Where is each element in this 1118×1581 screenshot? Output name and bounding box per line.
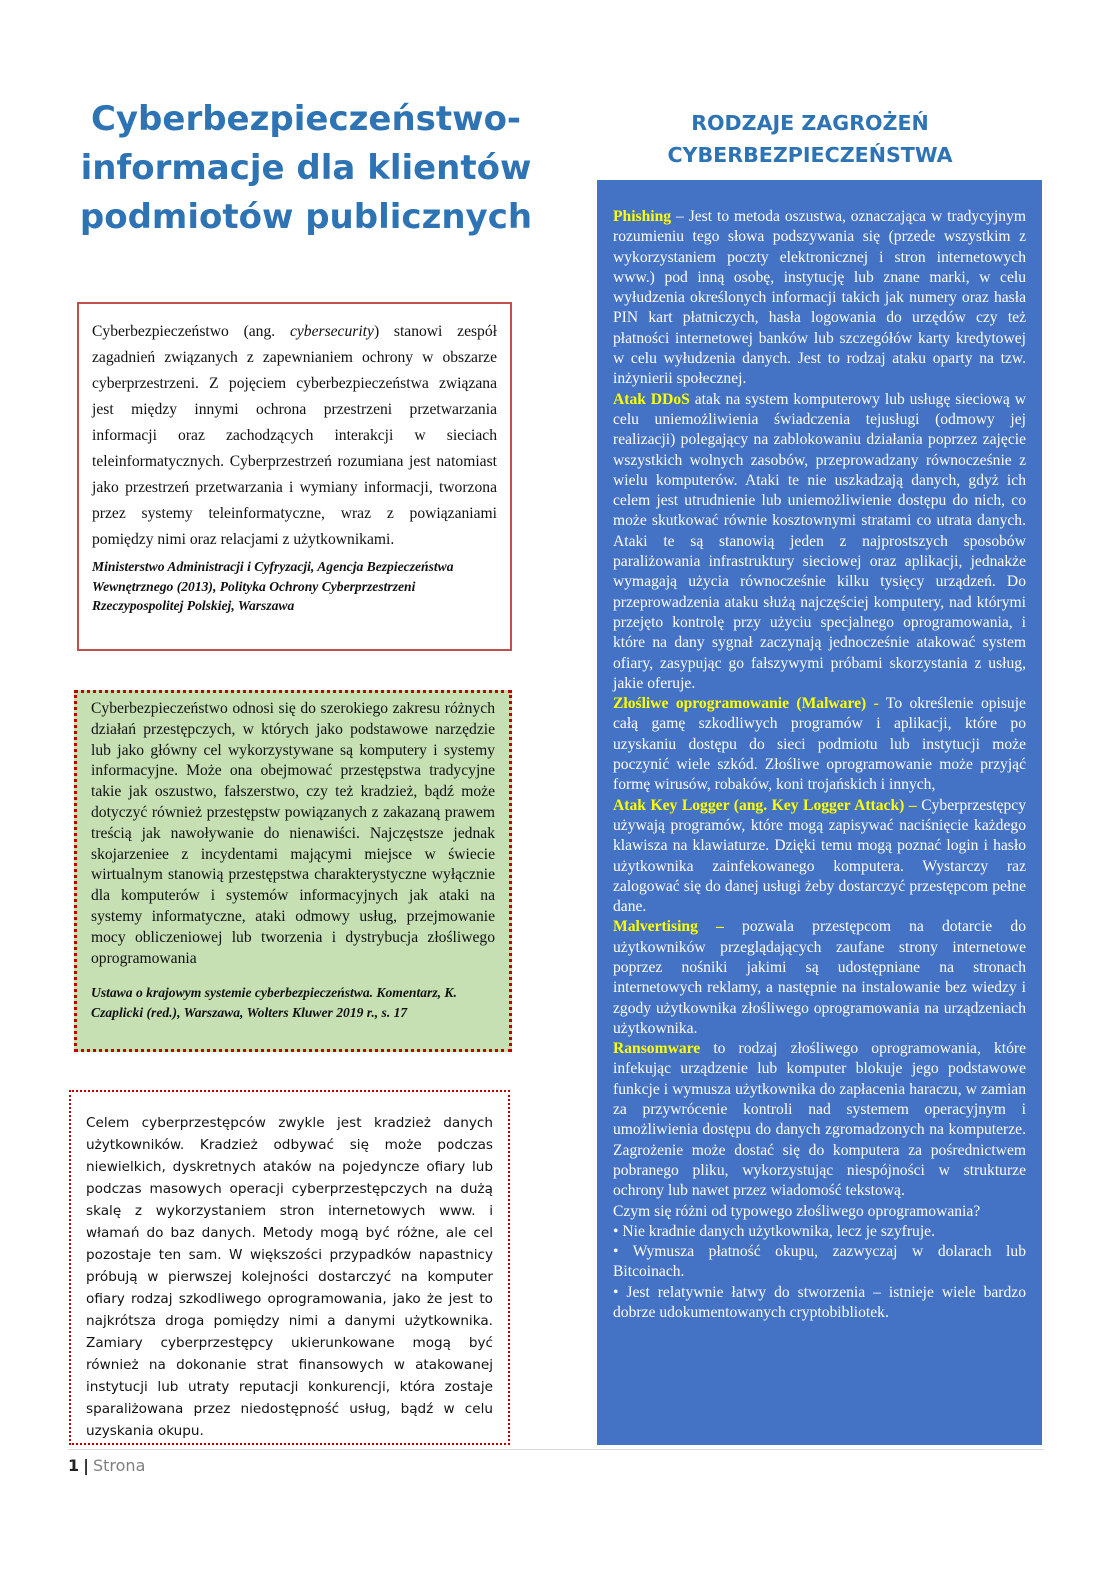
threats-heading [600,107,1020,171]
threat-term: Atak Key Logger (ang. Key Logger Attack) – [613,796,917,814]
threat-malware: Złośliwe oprogramowanie (Malware) - To określenie opisuje całą gamę szkodliwych programów i aplikacji, które po uzyskaniu dostępu do sieci podmiotu lub instytucji może poczynić wiele szkód. Złośliwe oprogramowanie może przyjąć formę wirusów, robaków, koni trojańskich i innych, [613,695,1026,794]
definition-text: Cyberbezpieczeństwo (ang. cybersecurity) stanowi zespół zagadnień związanych z zapewnianiem ochrony w obszarze cyberprzestrzeni. Z pojęciem cyberbezpieczeństwa związana jest między innymi ochrona przestrzeni przetwarzania informacji oraz zachodzących interakcji w sieciach teleinformatycznych. Cyberprzestrzeń rozumiana jest natomiast jako przestrzeń przetwarzania i wymiany informacji, tworzona przez systemy teleinformatyczne, wraz z powiązaniami pomiędzy nimi oraz relacjami z użytkownikami. [92,323,497,548]
title-line-2: informacje dla klientów [80,148,532,188]
threat-malvertising: Malvertising – pozwala przestępcom na dotarcie do użytkowników przeglądających zaufane strony internetowe poprzez nośniki jakimi są udostępniane na stronach internetowych reklamy, a następnie na instalowanie bez wiedzy i zgody użytkownika złośliwego oprogramowania na urządzeniach użytkownika. [613,918,1026,1037]
threat-term: Malvertising – [613,918,724,936]
footer-separator: | [83,1456,89,1475]
title-line-3: podmiotów publicznych [79,197,533,237]
threats-heading-line-1: RODZAJE ZAGROŻEŃ [691,111,929,135]
threat-phishing: Phishing – Jest to metoda oszustwa, oznaczająca w tradycyjnym rozumieniu tego słowa podszywania się (przede wszystkim z wykorzystaniem poczty elektronicznej i stron internetowych www.) pod inną osobę, instytucję lub znane marki, w celu wyłudzenia określonych informacji takich jak numery oraz hasła PIN kart płatniczych, hasła logowania do urzędów czy też płatności internetowej banków lub szczegółów karty kredytowej w celu wyłudzenia danych. Jest to rodzaj ataku oparty na tzw. inżynierii społecznej. [613,208,1026,388]
page-title [78,95,534,242]
threat-ransomware: Ransomware to rodzaj złośliwego oprogramowania, które infekując urządzenie lub komputer blokuje jego podstawowe funkcje i wymusza użytkownika do zapłacenia haraczu, w zamian za przywrócenie kontroli nad systemem operacyjnym i umożliwienia dostępu do danych zgromadzonych na komputerze. Zagrożenie może dostać się do komputera za pośrednictwem pobranego pliku, wykorzystując niespójności w strukturze ochrony lub nawet przez wiadomość tekstową. [613,1040,1026,1200]
threats-heading-line-2: CYBERBEZPIECZEŃSTWA [667,143,953,167]
scope-box [74,690,512,1052]
definition-box [77,302,512,651]
ransomware-question: Czym się różni od typowego złośliwego oprogramowania? [613,1202,981,1220]
scope-text: Cyberbezpieczeństwo odnosi się do szerokiego zakresu różnych działań przestępczych, w których jako podstawowe narzędzie lub jako główny cel wykorzystywane są komputery i systemy informacyjne. Może ona obejmować przestępstwa tradycyjne takie jak oszustwo, fałszerstwo, czy też kradzież, bądź może dotyczyć również przestępstw powiązanych z zakazaną prawem treścią jak nawoływanie do nienawiści. Najczęstsze jednak skojarzeniee z incydentami mającymi miejsce w świecie wirtualnym stanowią przestępstwa charakterystyczne wyłącznie dla komputerów i systemów informacyjnych jak ataki na systemy informatyczne, ataki odmowy usług, przejmowanie mocy obliczeniowej lub tworzenia i dystrybucja złośliwego oprogramowania [91,700,495,967]
threats-panel [597,180,1042,1445]
threat-ddos: Atak DDoS atak na system komputerowy lub usługę sieciową w celu uniemożliwienia świadczenia tejusługi (odmowy jej realizacji) polegający na zablokowaniu działania poprzez zajęcie wszystkich wolnych zasobów, przeprowadzany równocześnie z wielu komputerów. Ataki te nie uszkadzają danych, gdyż ich celem jest utrudnienie lub uniemożliwienie dostępu do nich, co może skutkować równie kosztownymi stratami co utrata danych. Ataki te są stanowią jeden z najprostszych sposobów paraliżowania infrastruktury sieciowej oraz aplikacji, jednakże wymagają użycia równocześnie kilku tysięcy urządzeń. Do przeprowadzenia ataku służą najczęściej komputery, nad którymi przejęto kontrolę przy użyciu specjalnego oprogramowania, i które na dany sygnał zaczynają jednocześnie atakować system ofiary, zasypując go fałszywymi próbami skorzystania z usług, jakie oferuje. [613,390,1026,692]
bullet-item: • Nie kradnie danych użytkownika, lecz je szyfruje. [613,1222,935,1240]
page-number: 1 [68,1456,80,1475]
threat-keylogger: Atak Key Logger (ang. Key Logger Attack) – Cyberprzestępcy używają programów, które mogą zapisywać naciśnięcie każdego klawisza na klawiaturze. Dzięki temu mogą poznać login i hasło użytkownika zainfekowanego komputera. Wystarczy raz zalogować się do danej usługi żeby dostarczyć przestępcom pełne dane. [613,796,1026,916]
bullet-item: • Wymusza płatność okupu, zazwyczaj w dolarach lub Bitcoinach. [613,1243,1026,1281]
threat-term: Ransomware [613,1040,701,1058]
goals-text: Celem cyberprzestępców zwykle jest kradzież danych użytkowników. Kradzież odbywać się może podczas niewielkich, dyskretnych ataków na pojedyncze ofiary lub podczas masowych operacji cyberprzestępczych na dużą skalę z wykorzystaniem stron internetowych www. i włamań do baz danych. Metody mogą być różne, ale cel pozostaje ten sam. W większości przypadków napastnicy próbują w pierwszej kolejności dostarczyć na komputer ofiary rodzaj szkodliwego oprogramowania, jako że jest to najkrótsza droga pomiędzy nimi a danymi użytkownika. Zamiary cyberprzestępcy ukierunkowane mogą być również na dokonanie strat finansowych w atakowanej instytucji lub utraty reputacji konkurencji, która zostaje sparaliżowana przez niedostępność usług, bądź w celu uzyskania okupu. [86,1115,493,1439]
bullet-item: • Jest relatywnie łatwy do stworzenia – istnieje wiele bardzo dobrze udokumentowanych cryptobibliotek. [613,1283,1026,1322]
threat-term: Phishing [613,208,672,225]
threat-term: Złośliwe oprogramowanie (Malware) - [613,695,879,713]
scope-citation: Ustawa o krajowym systemie cyberbezpieczeństwa. Komentarz, K. Czaplicki (red.), Warszawa, Wolters Kluwer 2019 r., s. 17 [91,985,457,1020]
definition-citation: Ministerstwo Administracji i Cyfryzacji, Agencja Bezpieczeństwa Wewnętrznego (2013), Polityka Ochrony Cyberprzestrzeni Rzeczypospolitej Polskiej, Warszawa [92,559,454,613]
goals-box [69,1090,510,1445]
threat-term: Atak DDoS [613,390,690,408]
page-label: Strona [92,1456,146,1475]
page-footer [68,1449,1044,1475]
title-line-1: Cyberbezpieczeństwo- [90,99,522,139]
